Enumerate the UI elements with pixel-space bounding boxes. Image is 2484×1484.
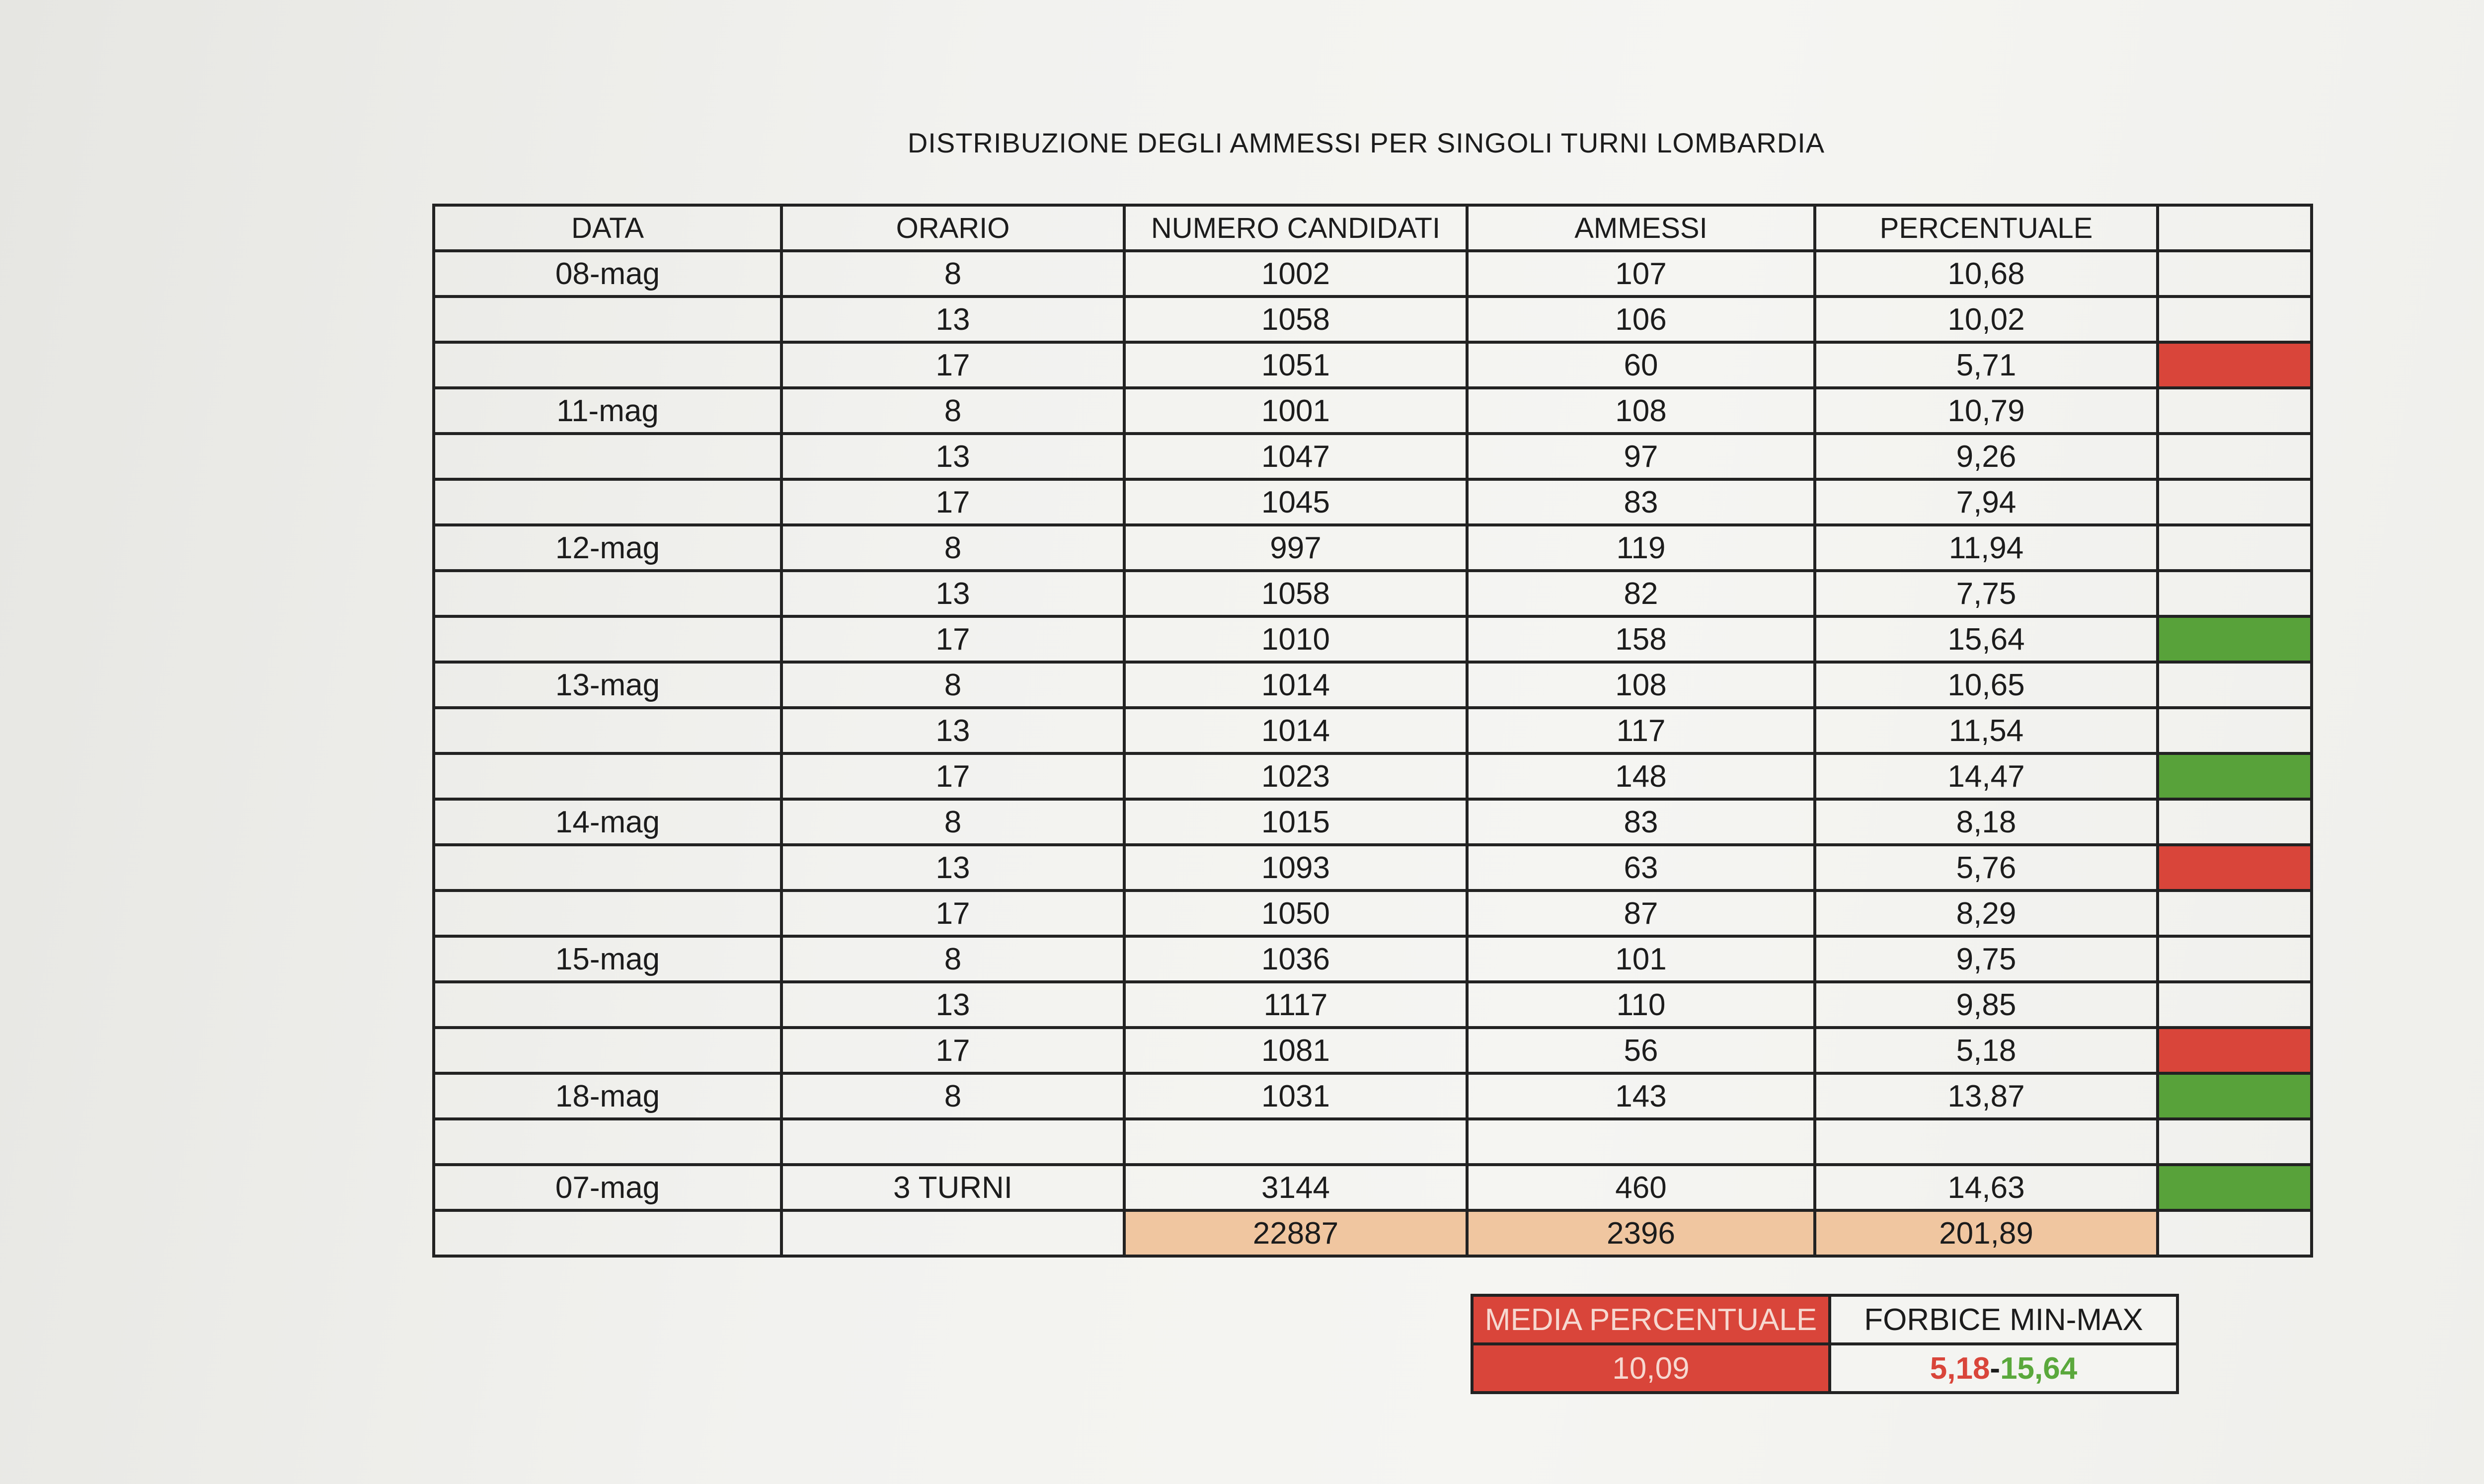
cell-numero-candidati: 1036 [1124,936,1467,982]
cell-percentuale: 9,75 [1815,936,2158,982]
cell-percentuale: 9,26 [1815,434,2158,479]
cell-numero-candidati: 1031 [1124,1073,1467,1119]
header-row [434,205,2312,251]
cell-ammessi: 110 [1467,982,1815,1028]
forbice-separator: - [1990,1351,2001,1386]
cell-data: 13-mag [434,662,781,708]
cell-ammessi: 158 [1467,616,1815,662]
cell-ammessi: 82 [1467,571,1815,616]
cell-data [434,1119,781,1165]
cell-data: 15-mag [434,936,781,982]
cell-data [434,982,781,1028]
cell-data [434,297,781,342]
cell-mark [2158,936,2312,982]
cell-mark [2158,1165,2312,1210]
cell-orario: 13 [781,982,1124,1028]
cell-ammessi: 97 [1467,434,1815,479]
cell-mark [2158,845,2312,890]
total-ammessi: 2396 [1467,1210,1815,1256]
cell-percentuale: 15,64 [1815,616,2158,662]
cell-orario: 8 [781,1073,1124,1119]
cell-ammessi: 119 [1467,525,1815,571]
cell-orario: 17 [781,890,1124,936]
cell-numero-candidati: 1051 [1124,342,1467,388]
table-row [434,434,2312,479]
cell-mark [2158,1073,2312,1119]
cell-numero-candidati: 1014 [1124,662,1467,708]
cell-numero-candidati: 1050 [1124,890,1467,936]
summary-table [1471,1294,2179,1394]
cell-orario: 13 [781,708,1124,753]
cell-percentuale: 8,18 [1815,799,2158,845]
cell-ammessi: 106 [1467,297,1815,342]
cell-orario: 8 [781,388,1124,434]
admissions-table [432,204,2313,1258]
table-row [434,525,2312,571]
cell-mark [2158,571,2312,616]
cell-data [434,571,781,616]
cell-ammessi: 148 [1467,753,1815,799]
cell-data: 18-mag [434,1073,781,1119]
cell-ammessi [1467,1119,1815,1165]
totals-empty-data [434,1210,781,1256]
table-row [434,799,2312,845]
cell-numero-candidati: 1045 [1124,479,1467,525]
cell-orario: 8 [781,662,1124,708]
cell-orario: 8 [781,251,1124,297]
cell-mark [2158,616,2312,662]
cell-numero-candidati: 1023 [1124,753,1467,799]
cell-orario: 8 [781,799,1124,845]
cell-percentuale: 14,63 [1815,1165,2158,1210]
cell-numero-candidati: 1014 [1124,708,1467,753]
cell-mark [2158,753,2312,799]
cell-numero-candidati [1124,1119,1467,1165]
cell-ammessi: 143 [1467,1073,1815,1119]
cell-numero-candidati: 1058 [1124,297,1467,342]
total-percentuale: 201,89 [1815,1210,2158,1256]
table-row [434,1119,2312,1165]
cell-numero-candidati: 1001 [1124,388,1467,434]
forbice-min: 5,18 [1930,1351,1990,1386]
cell-percentuale: 9,85 [1815,982,2158,1028]
cell-orario: 3 TURNI [781,1165,1124,1210]
cell-ammessi: 107 [1467,251,1815,297]
header-percentuale: PERCENTUALE [1815,205,2158,251]
cell-numero-candidati: 1002 [1124,251,1467,297]
table-row [434,297,2312,342]
table-row [434,982,2312,1028]
cell-data [434,479,781,525]
page-title: DISTRIBUZIONE DEGLI AMMESSI PER SINGOLI TURNI LOMBARDIA [907,127,1825,158]
table-row [434,479,2312,525]
cell-orario: 13 [781,845,1124,890]
table-row [434,708,2312,753]
table-row [434,1165,2312,1210]
cell-orario: 8 [781,936,1124,982]
media-percentuale-value: 10,09 [1472,1344,1830,1393]
cell-percentuale: 5,18 [1815,1028,2158,1073]
cell-mark [2158,479,2312,525]
cell-data: 11-mag [434,388,781,434]
table-row [434,1028,2312,1073]
forbice-label: FORBICE MIN-MAX [1830,1295,2177,1344]
cell-percentuale: 10,02 [1815,297,2158,342]
total-candidati: 22887 [1124,1210,1467,1256]
cell-ammessi: 117 [1467,708,1815,753]
cell-numero-candidati: 1047 [1124,434,1467,479]
cell-percentuale [1815,1119,2158,1165]
cell-data [434,1028,781,1073]
header-orario: ORARIO [781,205,1124,251]
table-row [434,388,2312,434]
cell-mark [2158,434,2312,479]
cell-data [434,890,781,936]
cell-mark [2158,297,2312,342]
cell-mark [2158,1028,2312,1073]
header-ammessi: AMMESSI [1467,205,1815,251]
cell-data [434,616,781,662]
cell-data [434,434,781,479]
cell-orario: 17 [781,342,1124,388]
cell-numero-candidati: 1058 [1124,571,1467,616]
cell-percentuale: 5,76 [1815,845,2158,890]
cell-numero-candidati: 1117 [1124,982,1467,1028]
cell-percentuale: 10,65 [1815,662,2158,708]
cell-numero-candidati: 3144 [1124,1165,1467,1210]
table-row [434,753,2312,799]
cell-mark [2158,342,2312,388]
cell-data: 12-mag [434,525,781,571]
cell-data [434,845,781,890]
media-percentuale-label: MEDIA PERCENTUALE [1472,1295,1830,1344]
cell-mark [2158,890,2312,936]
cell-mark [2158,525,2312,571]
cell-percentuale: 7,94 [1815,479,2158,525]
cell-ammessi: 63 [1467,845,1815,890]
cell-numero-candidati: 1093 [1124,845,1467,890]
cell-numero-candidati: 1010 [1124,616,1467,662]
forbice-max: 15,64 [2000,1351,2078,1386]
header-data: DATA [434,205,781,251]
cell-data [434,708,781,753]
header-numero-candidati: NUMERO CANDIDATI [1124,205,1467,251]
table-row [434,845,2312,890]
cell-orario [781,1119,1124,1165]
table-row [434,571,2312,616]
cell-numero-candidati: 1015 [1124,799,1467,845]
cell-orario: 13 [781,571,1124,616]
cell-mark [2158,982,2312,1028]
totals-row [434,1210,2312,1256]
cell-numero-candidati: 997 [1124,525,1467,571]
cell-data [434,753,781,799]
table-row [434,251,2312,297]
table-row [434,342,2312,388]
cell-orario: 8 [781,525,1124,571]
totals-empty-mark [2158,1210,2312,1256]
cell-percentuale: 11,54 [1815,708,2158,753]
cell-percentuale: 8,29 [1815,890,2158,936]
cell-percentuale: 10,68 [1815,251,2158,297]
cell-percentuale: 14,47 [1815,753,2158,799]
cell-orario: 17 [781,616,1124,662]
cell-mark [2158,388,2312,434]
cell-data: 07-mag [434,1165,781,1210]
cell-mark [2158,799,2312,845]
cell-orario: 17 [781,1028,1124,1073]
cell-percentuale: 7,75 [1815,571,2158,616]
header-mark [2158,205,2312,251]
cell-mark [2158,251,2312,297]
table-row [434,662,2312,708]
table-row [434,936,2312,982]
cell-mark [2158,662,2312,708]
cell-mark [2158,1119,2312,1165]
cell-ammessi: 108 [1467,388,1815,434]
table-row [434,890,2312,936]
table-row [434,616,2312,662]
cell-ammessi: 83 [1467,479,1815,525]
cell-ammessi: 108 [1467,662,1815,708]
cell-orario: 17 [781,753,1124,799]
cell-orario: 17 [781,479,1124,525]
cell-numero-candidati: 1081 [1124,1028,1467,1073]
cell-ammessi: 60 [1467,342,1815,388]
cell-orario: 13 [781,434,1124,479]
forbice-value [1830,1344,2177,1393]
cell-ammessi: 460 [1467,1165,1815,1210]
cell-ammessi: 87 [1467,890,1815,936]
cell-percentuale: 10,79 [1815,388,2158,434]
cell-mark [2158,708,2312,753]
cell-data: 14-mag [434,799,781,845]
cell-ammessi: 56 [1467,1028,1815,1073]
cell-ammessi: 83 [1467,799,1815,845]
totals-empty-orario [781,1210,1124,1256]
cell-orario: 13 [781,297,1124,342]
cell-percentuale: 13,87 [1815,1073,2158,1119]
cell-data [434,342,781,388]
cell-percentuale: 5,71 [1815,342,2158,388]
cell-data: 08-mag [434,251,781,297]
cell-ammessi: 101 [1467,936,1815,982]
table-row [434,1073,2312,1119]
cell-percentuale: 11,94 [1815,525,2158,571]
